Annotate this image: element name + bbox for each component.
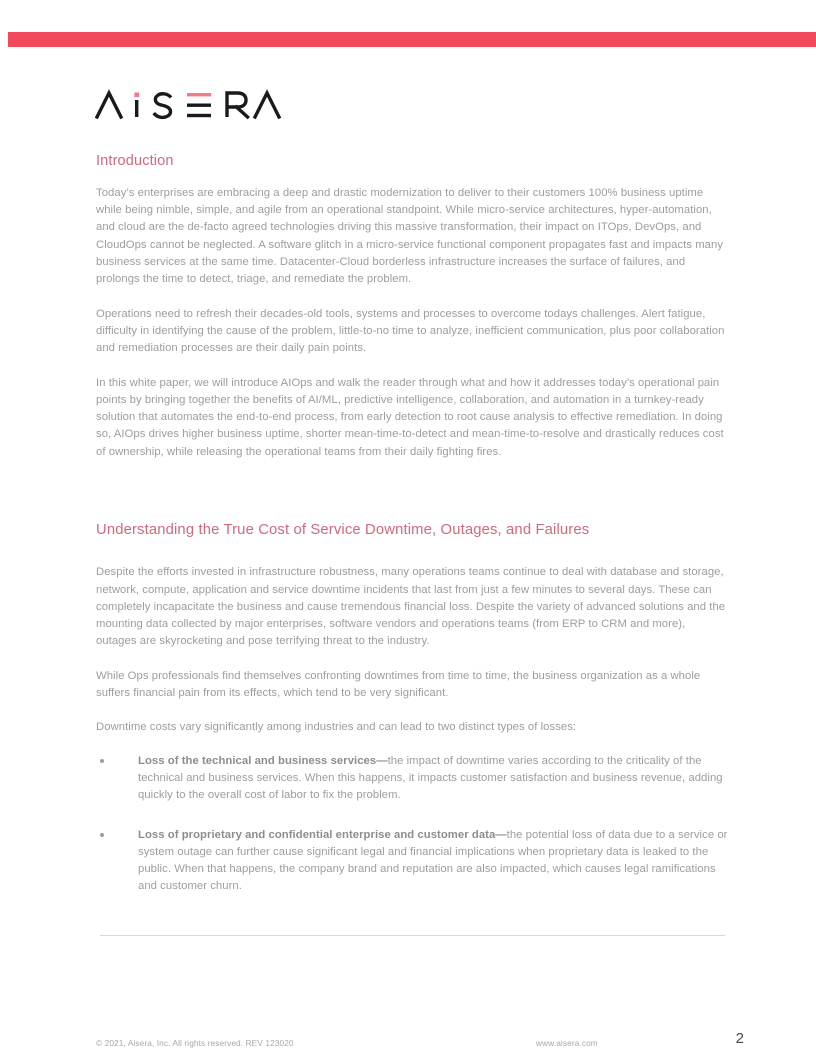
list-item-text: the impact of downtime varies according to the criticality of the technical and business services. When this happens, it impacts customer satisfaction and business revenue, adding quickly to the overall cost of labor to fix the problem.	[138, 754, 723, 802]
list-item-lead: Loss of the technical and business services—	[138, 754, 388, 767]
paragraph: In this white paper, we will introduce AIOps and walk the reader through what and how it addresses today’s operational pain points by bringing together the benefits of AI/ML, predictive intelligence, collaboration, and automation in a turnkey-ready solution that automates the end-to-end process, from early detection to root cause analysis to effective remediation. In doing so, AIOps drives higher business uptime, shorter mean-time-to-detect and mean-time-to-resolve and drastically reduces cost of ownership, while releasing the operational teams from their daily fighting fires.	[96, 376, 724, 458]
bullet-dot-icon	[100, 833, 104, 837]
paragraph: Despite the efforts invested in infrastructure robustness, many operations teams continue to deal with database and storage, network, compute, application and service downtime incidents that last from just a few minutes to several days. These can completely incapacitate the business and cause tremendous financial loss. Despite the variety of advanced solutions and the mounting data collected by major enterprises, software vendors and operations teams (from ERP to CRM and more), outages are skyrocketing and pose terrifying threat to the industry.	[96, 566, 726, 648]
page-footer	[96, 1030, 744, 1052]
section-heading-introduction: Introduction	[96, 153, 174, 169]
top-accent-bar	[8, 32, 816, 47]
document-body	[96, 152, 728, 918]
footer-copyright: © 2021, Aisera, Inc. All rights reserved. REV 123020	[96, 1038, 294, 1048]
footer-website: www.aisera.com	[536, 1038, 598, 1048]
footer-divider	[100, 935, 725, 936]
list-item	[96, 827, 728, 896]
loss-types-list	[96, 753, 728, 896]
list-item-lead: Loss of proprietary and confidential enterprise and customer data—	[138, 828, 507, 841]
list-item-text: the potential loss of data due to a service or system outage can further cause significant legal and financial implications when proprietary data is leaked to the public. When that happens, the company brand and reputation are also impacted, which causes legal ramifications and customer churn.	[138, 828, 728, 893]
page-number: 2	[735, 1030, 744, 1047]
paragraph: Operations need to refresh their decades-old tools, systems and processes to overcome todays challenges. Alert fatigue, difficulty in identifying the cause of the problem, little-to-no time to analyze, inefficient communication, plus poor collaboration and remediation processes are their daily pain points.	[96, 307, 725, 355]
paragraph: While Ops professionals find themselves confronting downtimes from time to time, the business organization as a whole suffers financial pain from its effects, which tend to be very significant.	[96, 669, 701, 700]
paragraph: Today’s enterprises are embracing a deep and drastic modernization to deliver to their customers 100% business uptime while being nimble, simple, and agile from an operational standpoint. While micro-service architectures, hyper-automation, and cloud are the de-facto agreed technologies driving this massive transformation, their impact on ITOps, DevOps, and CloudOps cannot be neglected. A software glitch in a micro-service functional component propagates fast and impacts many business services at the same time. Datacenter-Cloud borderless infrastructure increases the surface of failures, and prolongs the time to detect, triage, and remediate the problem.	[96, 186, 724, 286]
section-introduction	[96, 152, 728, 461]
list-item	[96, 753, 728, 805]
bullet-dot-icon	[100, 759, 104, 763]
paragraph: Downtime costs vary significantly among industries and can lead to two distinct types of losses:	[96, 721, 577, 734]
aisera-logo	[95, 86, 285, 122]
section-heading-true-cost: Understanding the True Cost of Service Downtime, Outages, and Failures	[96, 522, 590, 538]
section-true-cost	[96, 521, 728, 896]
